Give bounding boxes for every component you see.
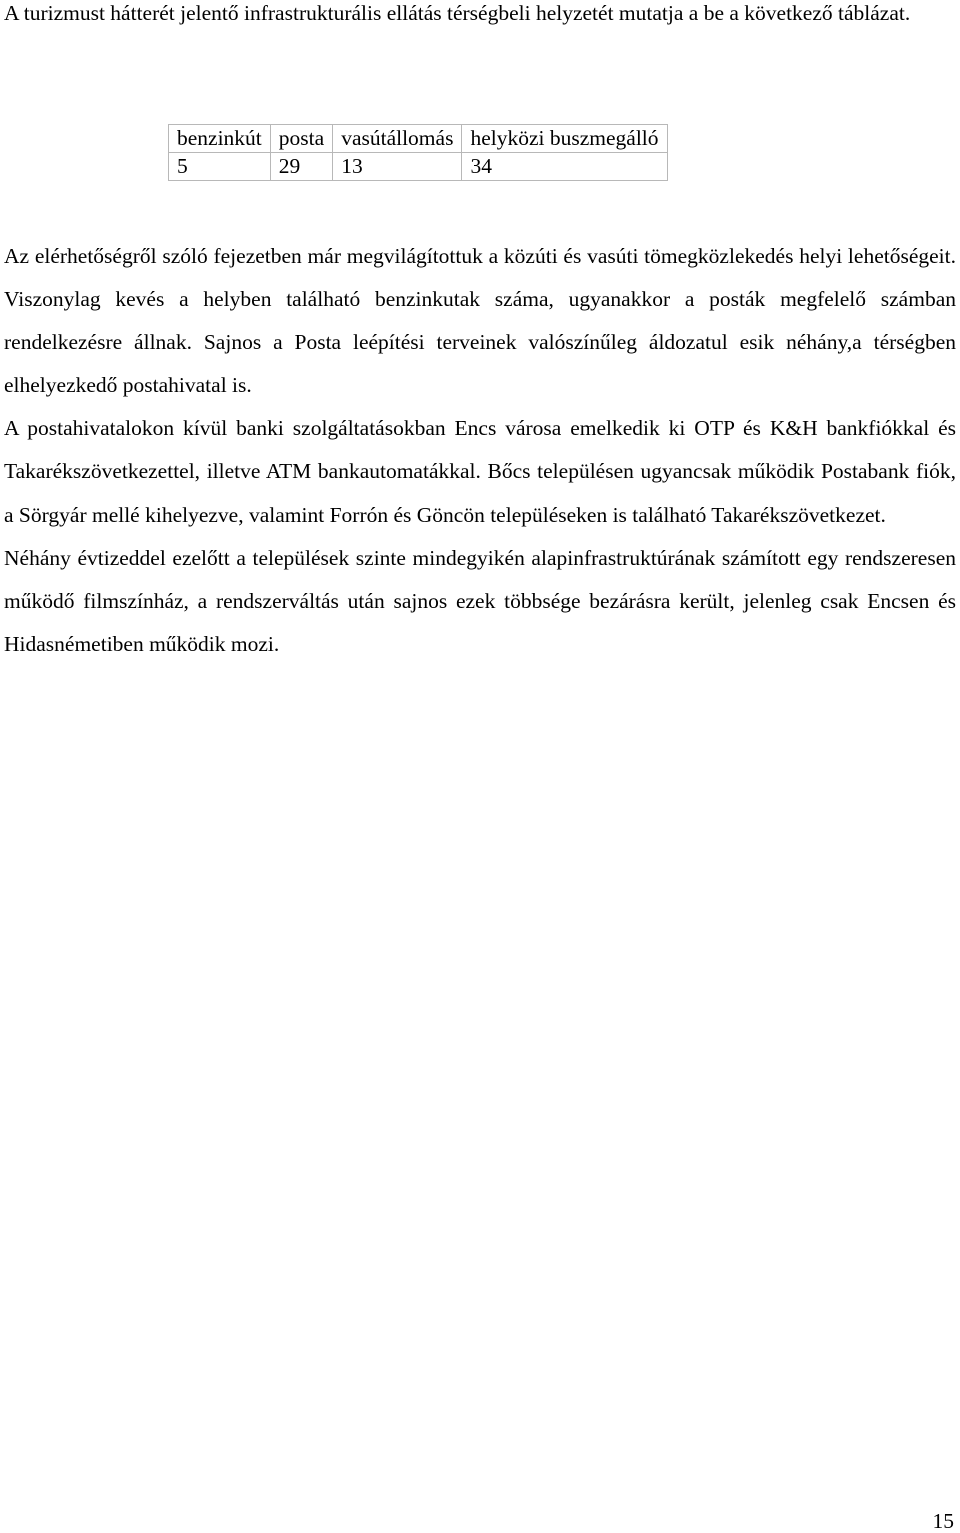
infrastructure-table	[168, 124, 668, 181]
intro-paragraph: A turizmust hátterét jelentő infrastrukturális ellátás térségbeli helyzetét mutatja a be a következő táblázat.	[4, 1, 911, 25]
value-cell-benzinkut: 5	[169, 153, 271, 181]
header-cell-benzinkut: benzinkút	[169, 125, 271, 153]
paragraph-cinema: Néhány évtizeddel ezelőtt a települések szinte mindegyikén alapinfrastruktúrának számított egy rendszeresen működő filmszínház, a rendszerváltás után sajnos ezek többsége bezárásra került, jelenleg csak Encsen és Hidasnémetiben működik mozi.	[4, 545, 956, 656]
header-cell-buszmegallo: helyközi buszmegálló	[462, 125, 667, 153]
header-cell-posta: posta	[270, 125, 332, 153]
table-header-row	[169, 125, 668, 153]
value-cell-vasutallomas: 13	[333, 153, 462, 181]
paragraph-banking: A postahivatalokon kívül banki szolgáltatásokban Encs városa emelkedik ki OTP és K&H bankfiókkal és Takarékszövetkezettel, illetve ATM bankautomatákkal. Bőcs településen ugyancsak működik Postabank fiók, a Sörgyár mellé kihelyezve, valamint Forrón és Göncön településeken is található Takarékszövetkezet.	[4, 416, 956, 527]
value-cell-buszmegallo: 34	[462, 153, 667, 181]
paragraph-accessibility: Az elérhetőségről szóló fejezetben már megvilágítottuk a közúti és vasúti tömegközlekedés helyi lehetőségeit. Viszonylag kevés a helyben található benzinkutak száma, ugyanakkor a posták megfelelő számban rendelkezésre állnak. Sajnos a Posta leépítési terveinek valószínűleg áldozatul esik néhány,a térségben elhelyezkedő postahivatal is.	[4, 244, 956, 398]
header-cell-vasutallomas: vasútállomás	[333, 125, 462, 153]
page-number: 15	[932, 1509, 954, 1533]
table-row	[169, 153, 668, 181]
value-cell-posta: 29	[270, 153, 332, 181]
body-text	[4, 235, 956, 666]
